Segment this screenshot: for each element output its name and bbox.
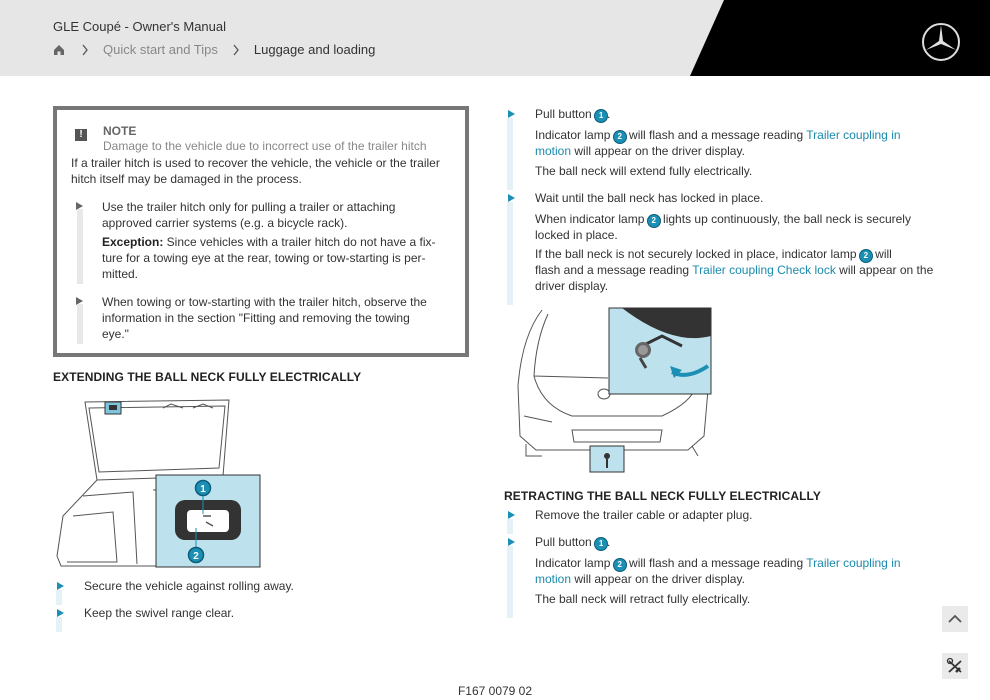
scroll-to-top-button[interactable] xyxy=(942,606,968,632)
step-pull-button-retract: Pull button 1 . Indicator lamp 2 will flash and a message reading Trailer coupling in motion will appear on the driver display. The ball neck will retract fully electrically. xyxy=(504,534,934,612)
display-message: motion xyxy=(535,144,572,158)
bullet-triangle-icon xyxy=(57,609,64,617)
chevron-right-icon xyxy=(81,44,89,56)
figure-caption: F167 0079 02 xyxy=(457,684,533,698)
note-body: If a trailer hitch is used to recover the vehicle, the vehicle or the trailer hitch itself may be damaged in the process. xyxy=(71,156,440,186)
breadcrumb-current: Luggage and loading xyxy=(253,42,376,57)
step-wait-locked: Wait until the ball neck has locked in place. When indicator lamp 2 lights up continuously, the ball neck is securely locked in place. If the ball neck is not securely locked in place, indicator lamp 2 will flash and a message reading Trailer coupling Check lock will appear on the driver display. xyxy=(504,190,934,299)
exception-label: Exception: xyxy=(102,235,164,249)
display-message: motion xyxy=(535,572,572,586)
breadcrumb-link-quick-start[interactable]: Quick start and Tips xyxy=(103,42,218,57)
note-item: When towing or tow-starting with the trailer hitch, observe the information in the section "Fitting and removing the towing eye." xyxy=(71,294,451,342)
tools-icon xyxy=(942,653,968,679)
warning-icon: ! xyxy=(75,129,87,141)
section-heading-extending: EXTENDING THE BALL NECK FULLY ELECTRICALLY xyxy=(53,370,362,384)
home-icon[interactable] xyxy=(53,44,65,56)
note-subtitle: Damage to the vehicle due to incorrect use of the trailer hitch xyxy=(103,139,427,153)
note-item: Use the trailer hitch only for pulling a trailer or attaching approved carrier systems (e.g. a bicycle rack). Exception: Since vehicles with a trailer hitch do not have a fix- ture for a towing eye at the rear, towing or tow-starting is per- mitted. xyxy=(71,199,451,282)
note-label: NOTE xyxy=(103,124,137,138)
mercedes-star-logo[interactable] xyxy=(921,22,961,62)
display-message: Trailer coupling in xyxy=(806,128,901,142)
callout-2: 2 xyxy=(614,559,626,571)
step-remove-cable: Remove the trailer cable or adapter plug. xyxy=(504,507,934,528)
display-message: Trailer coupling Check lock xyxy=(692,263,836,277)
document-title: GLE Coupé - Owner's Manual xyxy=(53,19,227,34)
step-swivel-clear: Keep the swivel range clear. xyxy=(53,605,453,626)
chevron-right-icon xyxy=(232,44,240,56)
callout-1: 1 xyxy=(595,538,607,550)
step-pull-button: Pull button 1 . Indicator lamp 2 will flash and a message reading Trailer coupling in motion will appear on the driver display. The ball neck will extend fully electrically. xyxy=(504,106,934,184)
callout-2: 2 xyxy=(648,215,660,227)
callout-2: 2 xyxy=(614,131,626,143)
bullet-triangle-icon xyxy=(508,110,515,118)
callout-1: 1 xyxy=(595,110,607,122)
bullet-triangle-icon xyxy=(508,194,515,202)
rear-ball-neck-illustration xyxy=(512,306,712,474)
tools-button[interactable] xyxy=(942,653,968,679)
chevron-up-icon xyxy=(942,606,968,632)
callout-1: 1 xyxy=(200,484,206,495)
bullet-triangle-icon xyxy=(508,538,515,546)
bullet-triangle-icon xyxy=(57,582,64,590)
section-heading-retracting: RETRACTING THE BALL NECK FULLY ELECTRICALLY xyxy=(504,489,821,503)
callout-2: 2 xyxy=(193,551,199,562)
callout-2: 2 xyxy=(860,250,872,262)
note-box xyxy=(53,106,469,357)
bullet-triangle-icon xyxy=(508,511,515,519)
display-message: Trailer coupling in xyxy=(806,556,901,570)
trunk-button-illustration xyxy=(53,396,263,568)
step-secure-vehicle: Secure the vehicle against rolling away. xyxy=(53,578,453,599)
breadcrumb xyxy=(53,42,375,57)
